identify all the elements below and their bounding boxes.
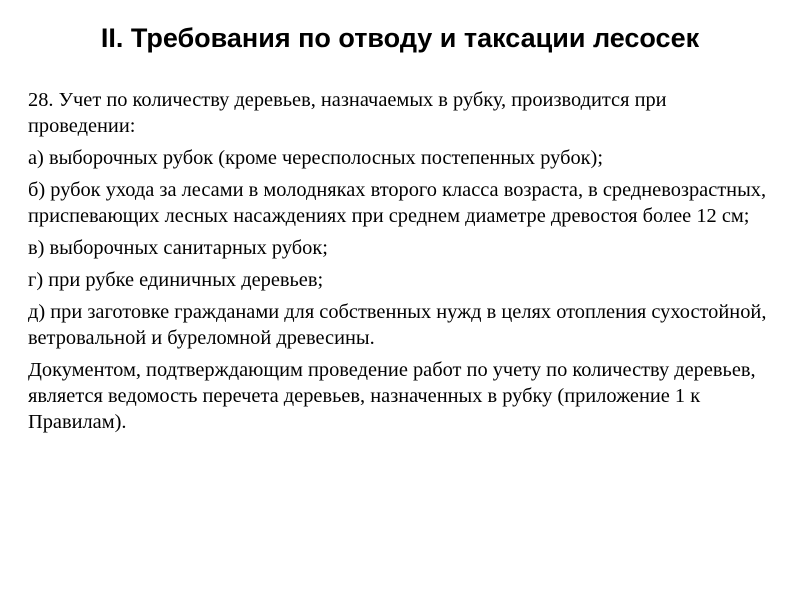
- paragraph-item-a: а) выборочных рубок (кроме чересполосных постепенных рубок);: [28, 147, 604, 169]
- slide-body: [28, 87, 778, 441]
- slide-title: II. Требования по отводу и таксации лесосек: [100, 23, 700, 53]
- paragraph-item-v: в) выборочных санитарных рубок;: [28, 237, 328, 259]
- paragraph-item-g: г) при рубке единичных деревьев;: [28, 269, 324, 291]
- paragraph-conclusion: Документом, подтверждающим проведение работ по учету по количеству деревьев, является ведомость перечета деревьев, назначенных в рубку (приложение 1 к Правилам).: [28, 359, 756, 433]
- paragraph-intro: 28. Учет по количеству деревьев, назначаемых в рубку, производится при проведении:: [28, 89, 667, 137]
- paragraph-item-b: б) рубок ухода за лесами в молодняках второго класса возраста, в средневозрастных, приспевающих лесных насаждениях при среднем диаметре древостоя более 12 см;: [28, 179, 767, 227]
- paragraph-item-d: д) при заготовке гражданами для собственных нужд в целях отопления сухостойной, ветровальной и буреломной древесины.: [28, 301, 767, 349]
